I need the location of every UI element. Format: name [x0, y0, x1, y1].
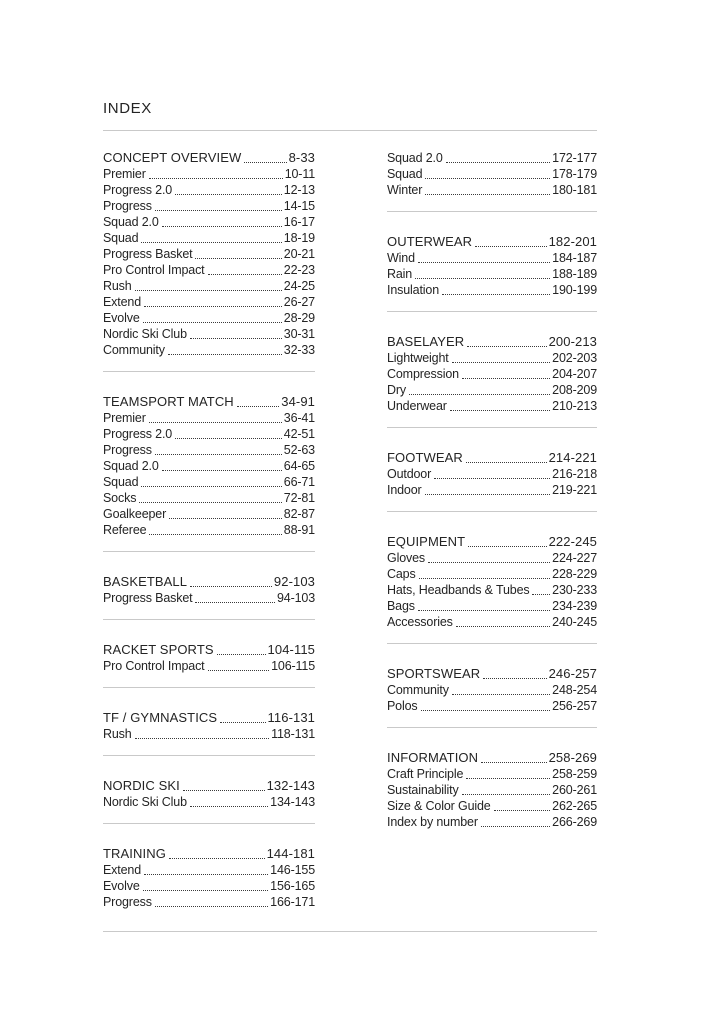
index-entry-row: [387, 814, 597, 830]
section-header-row-label: CONCEPT OVERVIEW: [103, 150, 242, 165]
dot-leader: [195, 258, 281, 259]
index-entry-row-pages: 216-218: [552, 467, 597, 481]
index-entry-row: [103, 522, 315, 538]
section-header-row: [387, 334, 597, 350]
dot-leader: [190, 586, 272, 587]
index-entry-row-label: Rush: [103, 727, 132, 741]
index-entry-row-label: Rain: [387, 267, 413, 281]
section-divider: [387, 427, 597, 428]
dot-leader: [244, 162, 286, 163]
index-entry-row-pages: 24-25: [283, 279, 315, 293]
index-entry-row: [103, 342, 315, 358]
section-header-row-label: SPORTSWEAR: [387, 666, 481, 681]
section-header-row: [103, 394, 315, 410]
index-entry-row-pages: 72-81: [283, 491, 315, 505]
index-entry-row-pages: 28-29: [283, 311, 315, 325]
section-header-row-label: TEAMSPORT MATCH: [103, 394, 234, 409]
section-header-row: [103, 710, 315, 726]
index-entry-row-pages: 208-209: [552, 383, 597, 397]
section-header-row-pages: 104-115: [267, 642, 315, 657]
index-entry-row-pages: 210-213: [552, 399, 597, 413]
index-entry-row-label: Squad: [103, 475, 139, 489]
index-entry-row-label: Premier: [103, 167, 146, 181]
index-entry-row-label: Evolve: [103, 879, 140, 893]
dot-leader: [155, 210, 282, 211]
index-entry-row: [387, 466, 597, 482]
section-header-row-pages: 144-181: [266, 846, 315, 861]
toc-section: [103, 574, 315, 606]
section-header-row-label: FOOTWEAR: [387, 450, 463, 465]
dot-leader: [467, 346, 546, 347]
index-entry-row-label: Indoor: [387, 483, 422, 497]
index-entry-row-pages: 88-91: [283, 523, 315, 537]
index-entry-row: [387, 282, 597, 298]
section-header-row-pages: 222-245: [548, 534, 597, 549]
index-entry-row: [387, 382, 597, 398]
dot-leader: [442, 294, 550, 295]
index-entry-row: [103, 166, 315, 182]
index-entry-row-label: Winter: [387, 183, 423, 197]
dot-leader: [418, 610, 550, 611]
dot-leader: [208, 274, 282, 275]
section-header-row-pages: 214-221: [548, 450, 597, 465]
toc-section: [103, 642, 315, 674]
index-entry-row-pages: 30-31: [283, 327, 315, 341]
section-header-row-label: OUTERWEAR: [387, 234, 473, 249]
index-entry-row: [387, 266, 597, 282]
section-divider: [387, 727, 597, 728]
dot-leader: [175, 194, 282, 195]
section-header-row-label: TRAINING: [103, 846, 166, 861]
index-entry-row-label: Squad 2.0: [103, 215, 159, 229]
index-entry-row-pages: 256-257: [552, 699, 597, 713]
index-entry-row: [103, 894, 315, 910]
dot-leader: [217, 654, 266, 655]
footer-rule: [103, 931, 597, 932]
toc-column-right: [387, 150, 597, 910]
dot-leader: [425, 194, 550, 195]
index-entry-row-pages: 180-181: [552, 183, 597, 197]
dot-leader: [135, 738, 270, 739]
section-header-row-pages: 182-201: [548, 234, 597, 249]
index-entry-row: [103, 726, 315, 742]
section-divider: [103, 551, 315, 552]
section-header-row-label: BASELAYER: [387, 334, 465, 349]
index-entry-row-pages: 262-265: [552, 799, 597, 813]
index-entry-row-pages: 94-103: [276, 591, 315, 605]
index-entry-row-pages: 172-177: [552, 151, 597, 165]
index-entry-row-label: Progress 2.0: [103, 427, 173, 441]
section-divider: [103, 823, 315, 824]
toc-section: [103, 778, 315, 810]
index-entry-row: [387, 550, 597, 566]
toc-section: [103, 710, 315, 742]
index-entry-row-pages: 166-171: [270, 895, 315, 909]
index-entry-row-pages: 82-87: [283, 507, 315, 521]
header-rule: [103, 130, 597, 131]
section-divider: [387, 211, 597, 212]
index-entry-row-pages: 230-233: [552, 583, 597, 597]
index-entry-row-label: Progress: [103, 443, 152, 457]
dot-leader: [195, 602, 275, 603]
dot-leader: [532, 594, 550, 595]
toc-section: [103, 394, 315, 538]
section-header-row-label: RACKET SPORTS: [103, 642, 214, 657]
index-entry-row: [387, 250, 597, 266]
section-header-row: [103, 778, 315, 794]
index-entry-row: [387, 366, 597, 382]
index-entry-row-label: Extend: [103, 295, 142, 309]
index-entry-row-label: Goalkeeper: [103, 507, 167, 521]
dot-leader: [220, 722, 265, 723]
dot-leader: [208, 670, 270, 671]
index-entry-row-pages: 234-239: [552, 599, 597, 613]
index-entry-row-label: Craft Principle: [387, 767, 464, 781]
index-entry-row-pages: 184-187: [552, 251, 597, 265]
dot-leader: [418, 262, 550, 263]
index-entry-row-pages: 224-227: [552, 551, 597, 565]
section-header-row: [103, 846, 315, 862]
index-entry-row-label: Sustainability: [387, 783, 459, 797]
index-entry-row: [103, 262, 315, 278]
index-entry-row-label: Index by number: [387, 815, 478, 829]
index-entry-row-label: Dry: [387, 383, 406, 397]
index-entry-row: [103, 230, 315, 246]
dot-leader: [169, 518, 282, 519]
dot-leader: [190, 806, 268, 807]
dot-leader: [466, 462, 547, 463]
index-entry-row-pages: 32-33: [283, 343, 315, 357]
index-entry-row-pages: 52-63: [283, 443, 315, 457]
toc-section: [103, 150, 315, 358]
dot-leader: [183, 790, 265, 791]
section-header-row-pages: 116-131: [267, 710, 315, 725]
section-header-row: [387, 666, 597, 682]
dot-leader: [421, 710, 551, 711]
index-entry-row: [103, 506, 315, 522]
section-divider: [387, 643, 597, 644]
index-entry-row-pages: 204-207: [552, 367, 597, 381]
toc-section: [387, 234, 597, 298]
section-header-row-label: BASKETBALL: [103, 574, 188, 589]
index-entry-row-label: Outdoor: [387, 467, 432, 481]
index-entry-row: [103, 278, 315, 294]
section-divider: [103, 687, 315, 688]
dot-leader: [446, 162, 551, 163]
index-entry-row: [103, 214, 315, 230]
toc-section: [387, 334, 597, 414]
dot-leader: [168, 354, 282, 355]
index-entry-row-pages: 134-143: [270, 795, 315, 809]
index-entry-row-label: Bags: [387, 599, 415, 613]
index-entry-row: [103, 862, 315, 878]
dot-leader: [144, 874, 268, 875]
toc-section: [387, 450, 597, 498]
toc-section: [387, 534, 597, 630]
index-entry-row-pages: 12-13: [283, 183, 315, 197]
index-entry-row: [387, 398, 597, 414]
dot-leader: [141, 486, 281, 487]
page-title: INDEX: [103, 100, 152, 117]
section-header-row-label: TF / GYMNASTICS: [103, 710, 218, 725]
index-entry-row: [103, 410, 315, 426]
index-entry-row-label: Wind: [387, 251, 415, 265]
section-header-row-pages: 34-91: [281, 394, 315, 409]
index-entry-row-label: Extend: [103, 863, 142, 877]
index-entry-row-label: Compression: [387, 367, 459, 381]
dot-leader: [143, 890, 269, 891]
index-entry-row-pages: 260-261: [552, 783, 597, 797]
dot-leader: [139, 502, 281, 503]
index-entry-row-label: Socks: [103, 491, 137, 505]
index-entry-row-pages: 190-199: [552, 283, 597, 297]
dot-leader: [155, 454, 282, 455]
dot-leader: [475, 246, 546, 247]
dot-leader: [494, 810, 551, 811]
section-header-row: [387, 234, 597, 250]
index-entry-row: [387, 482, 597, 498]
dot-leader: [428, 562, 550, 563]
dot-leader: [452, 362, 551, 363]
index-entry-row-label: Premier: [103, 411, 146, 425]
index-entry-row: [103, 878, 315, 894]
dot-leader: [143, 322, 282, 323]
index-entry-row: [103, 590, 315, 606]
index-entry-row: [387, 766, 597, 782]
section-header-row: [103, 150, 315, 166]
dot-leader: [425, 494, 551, 495]
index-entry-row: [103, 442, 315, 458]
section-divider: [103, 371, 315, 372]
index-entry-row: [103, 474, 315, 490]
dot-leader: [162, 470, 282, 471]
index-entry-row-pages: 22-23: [283, 263, 315, 277]
index-entry-row: [103, 326, 315, 342]
dot-leader: [462, 794, 551, 795]
index-entry-row: [103, 294, 315, 310]
dot-leader: [169, 858, 265, 859]
index-entry-row: [103, 658, 315, 674]
index-entry-row: [387, 782, 597, 798]
index-entry-row-label: Polos: [387, 699, 418, 713]
dot-leader: [409, 394, 550, 395]
toc-section: [103, 846, 315, 910]
dot-leader: [468, 546, 546, 547]
index-entry-row: [387, 166, 597, 182]
index-entry-row-label: Rush: [103, 279, 132, 293]
index-entry-row: [387, 614, 597, 630]
dot-leader: [415, 278, 550, 279]
section-header-row: [387, 750, 597, 766]
index-entry-row: [103, 490, 315, 506]
section-header-row: [103, 574, 315, 590]
index-entry-row-pages: 14-15: [283, 199, 315, 213]
index-entry-row-label: Caps: [387, 567, 416, 581]
index-entry-row-pages: 248-254: [552, 683, 597, 697]
index-entry-row-label: Squad 2.0: [103, 459, 159, 473]
index-entry-row-pages: 202-203: [552, 351, 597, 365]
dot-leader: [149, 422, 282, 423]
section-header-row-pages: 258-269: [548, 750, 597, 765]
index-entry-row: [103, 426, 315, 442]
dot-leader: [141, 242, 281, 243]
dot-leader: [175, 438, 282, 439]
index-entry-row-label: Evolve: [103, 311, 140, 325]
section-divider: [103, 619, 315, 620]
index-entry-row-label: Underwear: [387, 399, 447, 413]
index-entry-row-pages: 258-259: [552, 767, 597, 781]
dot-leader: [190, 338, 282, 339]
index-entry-row-label: Squad 2.0: [387, 151, 443, 165]
section-header-row-pages: 92-103: [273, 574, 315, 589]
dot-leader: [462, 378, 550, 379]
index-entry-row-label: Progress: [103, 199, 152, 213]
index-entry-row: [387, 150, 597, 166]
section-divider: [103, 755, 315, 756]
dot-leader: [483, 678, 546, 679]
index-entry-row-label: Accessories: [387, 615, 453, 629]
index-entry-row: [387, 582, 597, 598]
index-entry-row-label: Referee: [103, 523, 147, 537]
dot-leader: [481, 826, 550, 827]
section-header-row-label: INFORMATION: [387, 750, 479, 765]
index-entry-row-pages: 106-115: [271, 659, 315, 673]
index-entry-row: [103, 310, 315, 326]
index-entry-row-pages: 18-19: [283, 231, 315, 245]
index-entry-row-pages: 36-41: [283, 411, 315, 425]
index-entry-row: [103, 458, 315, 474]
index-entry-row-label: Squad: [103, 231, 139, 245]
index-entry-row-pages: 178-179: [552, 167, 597, 181]
index-entry-row: [387, 598, 597, 614]
index-entry-row-label: Hats, Headbands & Tubes: [387, 583, 530, 597]
section-header-row-pages: 246-257: [548, 666, 597, 681]
index-entry-row-pages: 240-245: [552, 615, 597, 629]
index-entry-row-pages: 188-189: [552, 267, 597, 281]
index-entry-row-pages: 156-165: [270, 879, 315, 893]
section-header-row-label: EQUIPMENT: [387, 534, 466, 549]
dot-leader: [425, 178, 550, 179]
index-content: [103, 150, 597, 910]
toc-section: [387, 750, 597, 830]
dot-leader: [466, 778, 550, 779]
index-entry-row-label: Progress Basket: [103, 247, 193, 261]
index-entry-row: [387, 682, 597, 698]
index-entry-row-label: Community: [103, 343, 165, 357]
index-entry-row-label: Progress Basket: [103, 591, 193, 605]
toc-section: [387, 666, 597, 714]
index-entry-row-label: Pro Control Impact: [103, 263, 205, 277]
index-entry-row-label: Size & Color Guide: [387, 799, 491, 813]
index-entry-row-pages: 64-65: [283, 459, 315, 473]
index-entry-row-pages: 146-155: [270, 863, 315, 877]
section-header-row-pages: 8-33: [288, 150, 315, 165]
index-entry-row-label: Progress: [103, 895, 152, 909]
index-entry-row-label: Progress 2.0: [103, 183, 173, 197]
section-header-row: [103, 642, 315, 658]
dot-leader: [144, 306, 282, 307]
index-entry-row-pages: 20-21: [283, 247, 315, 261]
index-entry-row: [103, 182, 315, 198]
index-entry-row-label: Nordic Ski Club: [103, 327, 187, 341]
section-divider: [387, 311, 597, 312]
section-header-row-pages: 200-213: [548, 334, 597, 349]
dot-leader: [135, 290, 282, 291]
dot-leader: [149, 178, 283, 179]
section-header-row-label: NORDIC SKI: [103, 778, 180, 793]
index-entry-row-pages: 10-11: [284, 167, 315, 181]
index-entry-row: [387, 182, 597, 198]
index-entry-row-pages: 219-221: [552, 483, 597, 497]
index-entry-row-label: Community: [387, 683, 449, 697]
index-entry-row-label: Pro Control Impact: [103, 659, 205, 673]
dot-leader: [434, 478, 550, 479]
section-header-row: [387, 450, 597, 466]
index-entry-row: [387, 566, 597, 582]
section-divider: [387, 511, 597, 512]
toc-section: [387, 150, 597, 198]
index-entry-row-label: Insulation: [387, 283, 440, 297]
index-entry-row-pages: 16-17: [283, 215, 315, 229]
index-entry-row-pages: 66-71: [283, 475, 315, 489]
dot-leader: [419, 578, 551, 579]
toc-column-left: [103, 150, 315, 910]
index-entry-row: [103, 198, 315, 214]
dot-leader: [481, 762, 546, 763]
dot-leader: [149, 534, 281, 535]
dot-leader: [450, 410, 550, 411]
index-entry-row-pages: 266-269: [552, 815, 597, 829]
index-entry-row-label: Squad: [387, 167, 423, 181]
index-entry-row-pages: 228-229: [552, 567, 597, 581]
dot-leader: [162, 226, 282, 227]
dot-leader: [456, 626, 550, 627]
index-entry-row-label: Lightweight: [387, 351, 449, 365]
dot-leader: [155, 906, 268, 907]
index-entry-row: [387, 698, 597, 714]
dot-leader: [452, 694, 550, 695]
section-header-row-pages: 132-143: [266, 778, 315, 793]
index-entry-row-pages: 26-27: [283, 295, 315, 309]
index-entry-row: [387, 350, 597, 366]
index-entry-row: [387, 798, 597, 814]
index-entry-row: [103, 246, 315, 262]
section-header-row: [387, 534, 597, 550]
index-entry-row: [103, 794, 315, 810]
index-entry-row-label: Gloves: [387, 551, 426, 565]
index-entry-row-pages: 118-131: [271, 727, 315, 741]
index-entry-row-pages: 42-51: [283, 427, 315, 441]
index-entry-row-label: Nordic Ski Club: [103, 795, 187, 809]
dot-leader: [237, 406, 279, 407]
